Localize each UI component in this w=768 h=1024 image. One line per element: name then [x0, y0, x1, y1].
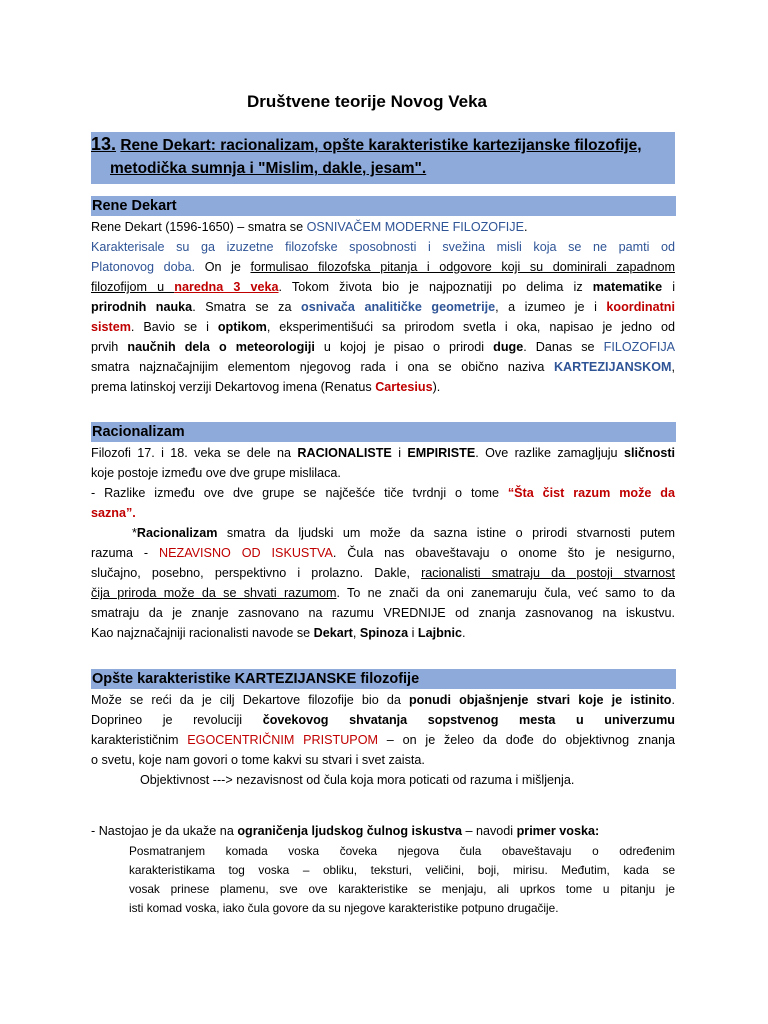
- section-heading-karakteristike: Opšte karakteristike KARTEZIJANSKE filozofije: [91, 669, 676, 689]
- text-line: Kao najznačajniji racionalisti navode se Dekart, Spinoza i Lajbnic.: [91, 626, 466, 640]
- chapter-title-line1: Rene Dekart: racionalizam, opšte karakteristike kartezijanske filozofije,: [120, 137, 642, 154]
- chapter-title-line2: metodička sumnja i "Mislim, dakle, jesam".: [110, 160, 427, 177]
- text-line: koje postoje između ove dve grupe mislilaca.: [91, 466, 341, 480]
- page-title: Društvene teorije Novog Veka: [247, 92, 487, 111]
- text-line: karakterističnim EGOCENTRIČNIM PRISTUPOM – on je želeo da dođe do objektivnog znanja: [91, 733, 675, 747]
- text-line: razuma - NEZAVISNO OD ISKUSTVA. Čula nas obaveštavaju o onome što je nesigurno,: [91, 546, 675, 560]
- text-line: Rene Dekart (1596-1650) – smatra se OSNIVAČEM MODERNE FILOZOFIJE.: [91, 220, 528, 234]
- chapter-banner: [91, 132, 675, 184]
- text-line: Karakterisale su ga izuzetne filozofske sposobnosti i svežina misli koja se ne pamti od: [91, 240, 675, 254]
- text-line: sazna”.: [91, 506, 136, 520]
- text-line: - Razlike između ove dve grupe se najčešće tiče tvrdnji o tome “Šta čist razum može da: [91, 486, 675, 500]
- text-line: Posmatranjem komada voska čoveka njegova čula obaveštavaju o određenim: [129, 844, 675, 858]
- text-line: prema latinskoj verziji Dekartovog imena (Renatus Cartesius).: [91, 380, 441, 394]
- text-line: o svetu, koje nam govori o tome kakvi su stvari i svet zaista.: [91, 753, 425, 767]
- section-heading-racionalizam: Racionalizam: [91, 422, 676, 442]
- text-line: *Racionalizam smatra da ljudski um može da sazna istine o prirodi stvarnosti putem: [132, 526, 675, 540]
- section-racionalizam-body: [91, 443, 675, 643]
- section-rene-dekart-body: [91, 217, 675, 397]
- wax-example-block: [91, 841, 675, 918]
- text-line: Filozofi 17. i 18. veka se dele na RACIONALISTE i EMPIRISTE. Ove razlike zamagljuju sličnosti: [91, 446, 676, 460]
- text-line: Objektivnost ---> nezavisnost od čula koja mora poticati od razuma i mišljenja.: [140, 773, 575, 787]
- text-line: karakteristikama tog voska – obliku, teksturi, veličini, boji, mirisu. Međutim, kada se: [129, 863, 675, 877]
- text-line: Može se reći da je cilj Dekartove filozofije bio da ponudi objašnjenje stvari koje je istinito.: [91, 693, 676, 707]
- text-line: prvih naučnih dela o meteorologiji u kojoj je pisao o prirodi duge. Danas se FILOZOFIJA: [91, 340, 676, 354]
- chapter-heading-line1: [91, 134, 642, 155]
- text-line: - Nastojao je da ukaže na ograničenja ljudskog čulnog iskustva – navodi primer voska:: [91, 824, 600, 838]
- text-line: isti komad voska, iako čula govore da su njegove karakteristike potpuno drugačije.: [129, 901, 559, 915]
- text-line: sistem. Bavio se i optikom, eksperimentišući sa prirodom svetla i oka, napisao je jedno od: [91, 320, 675, 334]
- text-line: Platonovog doba. On je formulisao filozofska pitanja i odgovore koji su dominirali zapadnom: [91, 260, 675, 274]
- text-line: prirodnih nauka. Smatra se za osnivača analitičke geometrije, a izumeo je i koordinatni: [91, 300, 675, 314]
- text-line: smatra najznačajnijim elementom njegovog rada i ona se obično naziva KARTEZIJANSKOM,: [91, 360, 675, 374]
- section-heading-rene-dekart: Rene Dekart: [91, 196, 676, 216]
- text-line: smatraju da je znanje zasnovano na razumu VREDNIJE od znanja zasnovanog na iskustvu.: [91, 606, 675, 620]
- text-line: vosak prinese plamenu, sve ove karakteristike se menjaju, ali uprkos tome u pitanju je: [129, 882, 675, 896]
- section-primer-voska: [91, 821, 675, 918]
- text-line: filozofijom u naredna 3 veka. Tokom života bio je najpoznatiji po delima iz matematike i: [91, 280, 676, 294]
- section-karakteristike-body: [91, 690, 675, 790]
- text-line: slučajno, posebno, perspektivno i prolazno. Dakle, racionalisti smatraju da postoji stvarnost: [91, 566, 675, 580]
- text-line: čija priroda može da se shvati razumom. To ne znači da oni zanemaruju čula, već samo to da: [91, 586, 675, 600]
- text-line: Doprineo je revoluciji čovekovog shvatanja sopstvenog mesta u univerzumu: [91, 713, 675, 727]
- chapter-number: 13.: [91, 134, 117, 154]
